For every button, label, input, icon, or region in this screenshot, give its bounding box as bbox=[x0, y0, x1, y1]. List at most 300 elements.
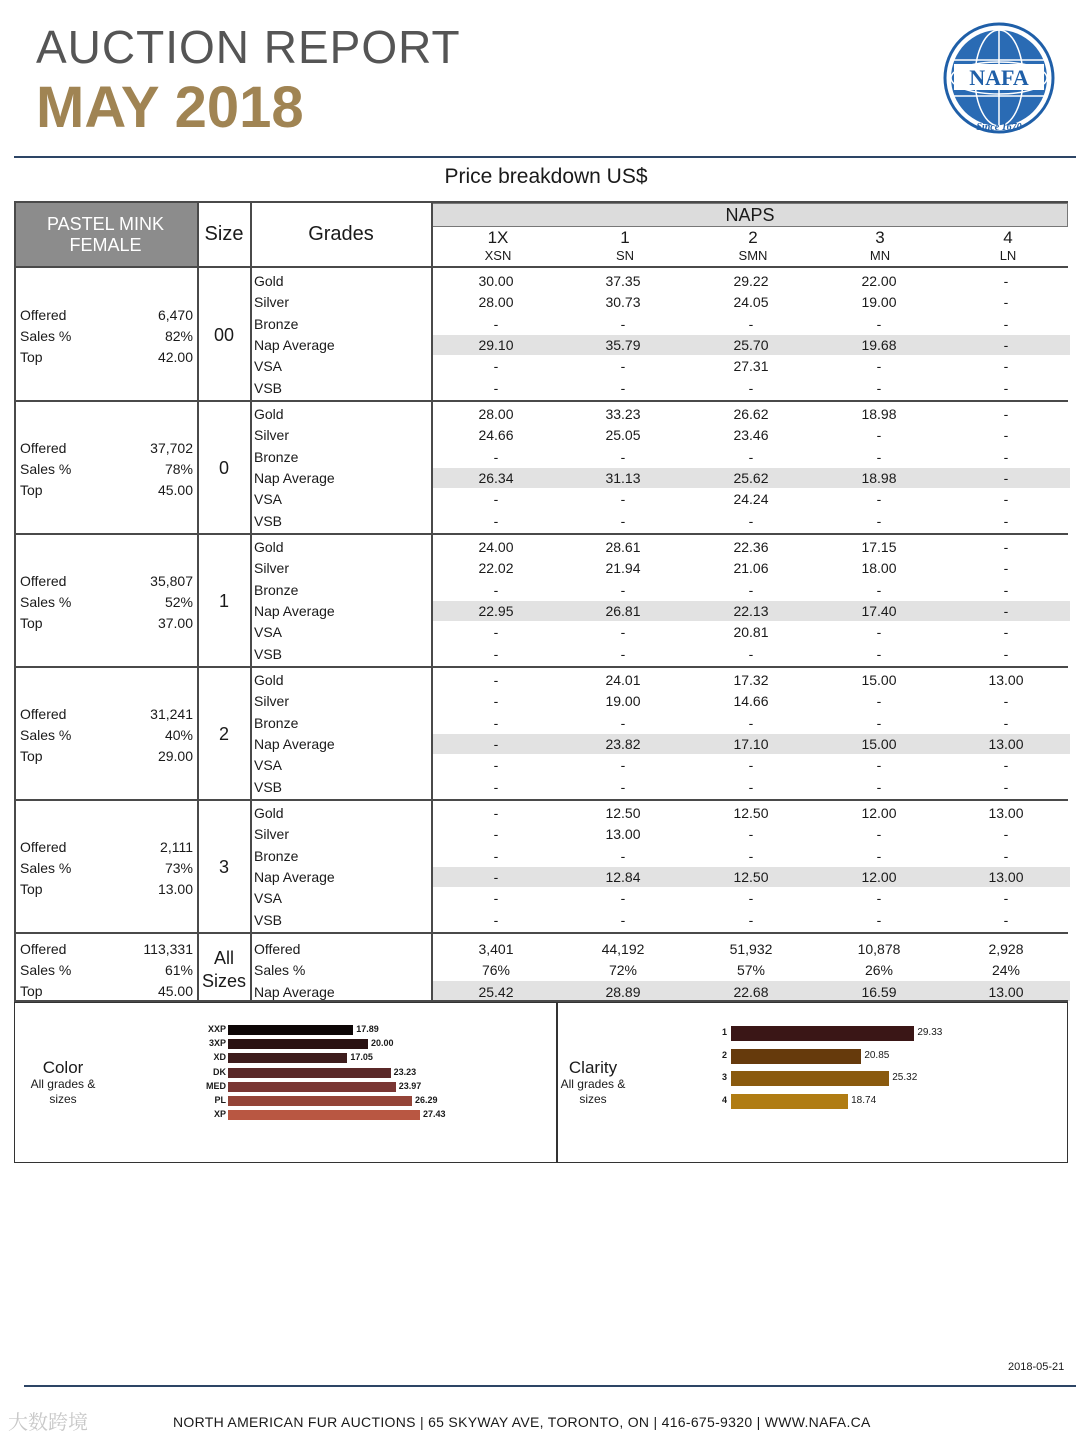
price-cell: - bbox=[1003, 358, 1009, 375]
price-cell: - bbox=[748, 448, 754, 465]
summary-cell: 13.00 bbox=[988, 983, 1024, 1000]
price-cell: 26.81 bbox=[605, 602, 641, 619]
table-subtitle: Price breakdown US$ bbox=[444, 165, 648, 188]
grade-label: VSB bbox=[254, 911, 283, 928]
price-cell: - bbox=[1003, 512, 1009, 529]
price-cell: 26.62 bbox=[733, 406, 769, 422]
bar-category-label: XD bbox=[213, 1052, 226, 1063]
report-title: AUCTION REPORT bbox=[36, 21, 461, 73]
price-cell: - bbox=[876, 379, 882, 396]
grade-label: Silver bbox=[254, 560, 290, 577]
summary-cell: 22.68 bbox=[733, 983, 769, 1000]
price-cell: - bbox=[1003, 714, 1009, 731]
bar-mark bbox=[228, 1082, 396, 1092]
size-column-rule bbox=[197, 202, 199, 1001]
clarity-chart-subtitle: All grades & sizes bbox=[560, 1077, 626, 1106]
price-cell: 24.00 bbox=[478, 539, 514, 555]
price-cell: 22.95 bbox=[478, 602, 514, 619]
bar-value-label: 17.05 bbox=[350, 1052, 373, 1063]
price-cell: 17.10 bbox=[733, 735, 769, 752]
price-cell: - bbox=[1003, 315, 1009, 332]
price-cell: 30.00 bbox=[478, 273, 514, 289]
bar-category-label: 2 bbox=[721, 1049, 727, 1060]
price-cell: - bbox=[493, 672, 499, 688]
offered-value: 2,111 bbox=[160, 838, 193, 855]
price-cell: 13.00 bbox=[988, 868, 1024, 885]
grade-label: VSB bbox=[254, 512, 283, 529]
bar-value-label: 23.23 bbox=[393, 1066, 417, 1077]
grade-label: Gold bbox=[254, 273, 284, 289]
price-cell: - bbox=[1003, 890, 1009, 907]
price-cell: 14.66 bbox=[733, 693, 769, 710]
summary-cell: 16.59 bbox=[861, 983, 897, 1000]
offered-label: Offered bbox=[20, 941, 67, 957]
bar-value-label: 20.85 bbox=[864, 1049, 890, 1061]
grade-label: Nap Average bbox=[254, 336, 335, 353]
price-cell: 12.50 bbox=[605, 805, 641, 821]
top-label: Top bbox=[20, 880, 43, 897]
price-cell: - bbox=[1003, 847, 1009, 864]
column-header: 3 MN bbox=[869, 228, 891, 263]
price-cell: 25.62 bbox=[733, 469, 769, 486]
table-border-left bbox=[14, 202, 16, 1001]
bar-category-label: PL bbox=[214, 1095, 226, 1105]
price-cell: 19.00 bbox=[861, 294, 897, 311]
sales-value: 78% bbox=[164, 460, 193, 477]
grade-label: Nap Average bbox=[254, 868, 335, 885]
sales-value: 40% bbox=[164, 726, 193, 743]
price-cell: - bbox=[748, 911, 754, 928]
price-cell: 21.94 bbox=[605, 560, 641, 577]
price-cell: - bbox=[876, 581, 882, 598]
price-cell: - bbox=[1003, 273, 1009, 289]
grades-column-rule bbox=[250, 202, 252, 1001]
price-cell: - bbox=[493, 512, 499, 529]
price-cell: - bbox=[876, 890, 882, 907]
summary-cell: 72% bbox=[608, 962, 638, 979]
price-cell: 24.24 bbox=[733, 491, 769, 508]
price-cell: - bbox=[1003, 539, 1009, 555]
price-cell: - bbox=[620, 491, 626, 508]
price-cell: 12.84 bbox=[605, 868, 641, 885]
report-month: MAY 2018 bbox=[36, 75, 304, 140]
price-cell: 25.70 bbox=[733, 336, 769, 353]
price-cell: - bbox=[1003, 645, 1009, 662]
price-cell: - bbox=[748, 581, 754, 598]
price-cell: 28.00 bbox=[478, 294, 514, 311]
price-cell: 30.73 bbox=[605, 294, 641, 311]
summary-cell: 26% bbox=[864, 962, 894, 979]
grade-label: Bronze bbox=[254, 847, 299, 864]
grade-label: Gold bbox=[254, 406, 284, 422]
bar-mark bbox=[731, 1071, 889, 1086]
summary-cell: 44,192 bbox=[601, 941, 645, 957]
price-cell: - bbox=[620, 757, 626, 774]
offered-label: Offered bbox=[20, 572, 67, 589]
report-date: 2018-05-21 bbox=[1008, 1361, 1065, 1373]
price-cell: - bbox=[876, 512, 882, 529]
price-cell: - bbox=[620, 379, 626, 396]
all-sizes-line1: All bbox=[213, 948, 234, 968]
sales-value: 73% bbox=[164, 859, 193, 876]
price-cell: 12.50 bbox=[733, 805, 769, 821]
grade-label: VSA bbox=[254, 491, 283, 508]
price-cell: 29.22 bbox=[733, 273, 769, 289]
grade-label: Gold bbox=[254, 672, 284, 688]
grade-label: Gold bbox=[254, 539, 284, 555]
price-cell: - bbox=[493, 847, 499, 864]
price-cell: 20.81 bbox=[733, 624, 769, 641]
price-cell: - bbox=[876, 826, 882, 843]
logo-since: Since 1670 bbox=[976, 122, 1022, 133]
bar-value-label: 27.43 bbox=[423, 1109, 446, 1120]
group-rule bbox=[14, 932, 1068, 934]
naps-header: NAPS bbox=[432, 203, 1068, 227]
price-cell: - bbox=[493, 379, 499, 396]
bar-mark bbox=[731, 1026, 914, 1041]
size-header: Size bbox=[204, 223, 244, 245]
price-cell: - bbox=[876, 847, 882, 864]
price-cell: 12.00 bbox=[861, 805, 897, 821]
price-cell: - bbox=[620, 624, 626, 641]
price-cell: 13.00 bbox=[605, 826, 641, 843]
grade-label: VSA bbox=[254, 624, 283, 641]
price-cell: - bbox=[620, 847, 626, 864]
price-cell: 13.00 bbox=[988, 672, 1024, 688]
price-cell: 24.01 bbox=[605, 672, 641, 688]
price-cell: - bbox=[493, 911, 499, 928]
summary-cell: 2,928 bbox=[988, 941, 1024, 957]
offered-label: Offered bbox=[20, 705, 67, 722]
grade-label: Nap Average bbox=[254, 602, 335, 619]
price-cell: - bbox=[876, 911, 882, 928]
offered-value: 31,241 bbox=[150, 705, 193, 722]
price-cell: 12.50 bbox=[733, 868, 769, 885]
size-value: 1 bbox=[218, 590, 229, 611]
price-cell: - bbox=[748, 645, 754, 662]
price-cell: - bbox=[1003, 469, 1009, 486]
top-value: 37.00 bbox=[157, 614, 193, 631]
group-rule bbox=[14, 666, 1068, 668]
price-cell: 25.05 bbox=[605, 427, 641, 444]
price-cell: - bbox=[620, 911, 626, 928]
watermark: 大数跨境 bbox=[8, 1412, 88, 1434]
bar-value-label: 25.32 bbox=[892, 1072, 918, 1083]
size-value: 0 bbox=[218, 457, 229, 478]
price-cell: - bbox=[493, 778, 499, 795]
sales-value: 82% bbox=[164, 327, 193, 344]
group-rule bbox=[14, 533, 1068, 535]
grade-label: VSB bbox=[254, 379, 283, 396]
offered-value: 113,331 bbox=[143, 941, 193, 957]
price-cell: - bbox=[748, 512, 754, 529]
grade-label: Silver bbox=[254, 427, 290, 444]
price-cell: - bbox=[1003, 693, 1009, 710]
price-cell: 27.31 bbox=[733, 358, 769, 375]
price-cell: 17.40 bbox=[861, 602, 897, 619]
offered-value: 35,807 bbox=[150, 572, 193, 589]
price-cell: - bbox=[493, 693, 499, 710]
price-cell: 22.36 bbox=[733, 539, 769, 555]
price-cell: - bbox=[1003, 911, 1009, 928]
sales-label: Sales % bbox=[20, 460, 72, 477]
grade-label: Silver bbox=[254, 693, 290, 710]
price-cell: - bbox=[620, 581, 626, 598]
summary-cell: 3,401 bbox=[478, 941, 514, 957]
price-cell: 13.00 bbox=[988, 735, 1024, 752]
price-cell: - bbox=[876, 645, 882, 662]
section-title: PASTEL MINK FEMALE bbox=[14, 202, 197, 267]
price-cell: - bbox=[493, 358, 499, 375]
grade-label: Nap Average bbox=[254, 735, 335, 752]
price-cell: - bbox=[493, 581, 499, 598]
group-rule bbox=[14, 799, 1068, 801]
bar-category-label: XXP bbox=[207, 1024, 226, 1034]
bar-category-label: DK bbox=[213, 1066, 226, 1077]
table-border-top bbox=[14, 201, 1068, 203]
price-cell: 15.00 bbox=[861, 672, 897, 688]
price-cell: - bbox=[620, 714, 626, 731]
price-cell: 19.00 bbox=[605, 693, 641, 710]
price-cell: - bbox=[1003, 336, 1009, 353]
price-cell: 17.15 bbox=[861, 539, 897, 555]
top-label: Top bbox=[20, 983, 43, 999]
all-sizes-label bbox=[198, 947, 250, 993]
grade-label: Sales % bbox=[254, 962, 306, 979]
top-value: 42.00 bbox=[157, 348, 193, 365]
price-cell: 31.13 bbox=[605, 469, 641, 486]
price-cell: 29.10 bbox=[478, 336, 514, 353]
price-cell: 24.05 bbox=[733, 294, 769, 311]
price-cell: - bbox=[1003, 448, 1009, 465]
grade-label: VSA bbox=[254, 890, 283, 907]
offered-value: 6,470 bbox=[157, 306, 193, 323]
offered-value: 37,702 bbox=[150, 439, 193, 456]
summary-cell: 51,932 bbox=[729, 941, 773, 957]
price-cell: - bbox=[493, 735, 499, 752]
bar-value-label: 20.00 bbox=[371, 1038, 394, 1049]
bar-mark bbox=[228, 1096, 412, 1106]
price-cell: - bbox=[1003, 560, 1009, 577]
logo-text: NAFA bbox=[969, 65, 1029, 90]
summary-cell: 10,878 bbox=[857, 941, 901, 957]
column-header: 1X XSN bbox=[484, 228, 512, 263]
bar-mark bbox=[228, 1039, 368, 1049]
grade-label: VSA bbox=[254, 358, 283, 375]
footer-address: NORTH AMERICAN FUR AUCTIONS | 65 SKYWAY AVE, TORONTO, ON | 416-675-9320 | WWW.NAFA.CA bbox=[173, 1414, 871, 1430]
bar-mark bbox=[228, 1025, 353, 1035]
price-cell: - bbox=[876, 624, 882, 641]
price-cell: 23.46 bbox=[733, 427, 769, 444]
sales-value: 52% bbox=[164, 593, 193, 610]
color-chart-title: Color bbox=[42, 1058, 84, 1077]
price-cell: - bbox=[748, 714, 754, 731]
footer-divider bbox=[24, 1385, 1076, 1387]
price-cell: 21.06 bbox=[733, 560, 769, 577]
bar-mark bbox=[731, 1049, 861, 1064]
price-cell: 19.68 bbox=[861, 336, 897, 353]
bar-mark bbox=[228, 1053, 347, 1063]
price-cell: 26.34 bbox=[478, 469, 514, 486]
summary-cell: 76% bbox=[481, 962, 511, 979]
price-cell: - bbox=[620, 448, 626, 465]
price-cell: 18.98 bbox=[861, 406, 897, 422]
grade-label: Bronze bbox=[254, 581, 299, 598]
all-sizes-line2: Sizes bbox=[201, 971, 246, 991]
price-cell: - bbox=[620, 315, 626, 332]
price-cell: - bbox=[493, 491, 499, 508]
price-cell: 17.32 bbox=[733, 672, 769, 688]
bar-category-label: 3 bbox=[721, 1072, 727, 1082]
price-cell: - bbox=[876, 358, 882, 375]
price-cell: - bbox=[1003, 624, 1009, 641]
size-value: 3 bbox=[218, 856, 229, 877]
price-cell: 24.66 bbox=[478, 427, 514, 444]
grade-label: VSB bbox=[254, 645, 283, 662]
grade-label: VSB bbox=[254, 778, 283, 795]
naps-column-rule bbox=[431, 202, 433, 1001]
price-cell: - bbox=[876, 778, 882, 795]
price-cell: - bbox=[876, 491, 882, 508]
top-label: Top bbox=[20, 747, 43, 764]
price-cell: - bbox=[876, 315, 882, 332]
price-cell: - bbox=[748, 826, 754, 843]
price-cell: - bbox=[1003, 491, 1009, 508]
price-cell: - bbox=[493, 826, 499, 843]
summary-cell: 57% bbox=[736, 962, 766, 979]
price-cell: 18.98 bbox=[861, 469, 897, 486]
grade-label: Silver bbox=[254, 826, 290, 843]
price-cell: 37.35 bbox=[605, 273, 641, 289]
grade-label: Gold bbox=[254, 805, 284, 821]
price-cell: 28.00 bbox=[478, 406, 514, 422]
sales-label: Sales % bbox=[20, 859, 72, 876]
bar-category-label: 4 bbox=[721, 1094, 727, 1105]
column-header: 1 SN bbox=[615, 228, 635, 263]
bar-category-label: MED bbox=[206, 1080, 226, 1091]
sales-label: Sales % bbox=[20, 593, 72, 610]
price-cell: - bbox=[748, 847, 754, 864]
sales-label: Sales % bbox=[20, 726, 72, 743]
top-value: 45.00 bbox=[157, 481, 193, 498]
price-cell: - bbox=[493, 868, 499, 885]
summary-cell: 28.89 bbox=[605, 983, 641, 1000]
summary-cell: 24% bbox=[991, 962, 1021, 979]
offered-label: Offered bbox=[20, 838, 67, 855]
price-cell: - bbox=[620, 645, 626, 662]
grade-label: Nap Average bbox=[254, 983, 335, 1000]
grade-label: Silver bbox=[254, 294, 290, 311]
sales-label: Sales % bbox=[20, 327, 72, 344]
price-cell: - bbox=[748, 890, 754, 907]
bar-value-label: 26.29 bbox=[415, 1095, 438, 1105]
price-cell: 23.82 bbox=[605, 735, 641, 752]
price-cell: - bbox=[620, 512, 626, 529]
price-cell: - bbox=[493, 624, 499, 641]
price-cell: - bbox=[620, 778, 626, 795]
price-cell: - bbox=[1003, 778, 1009, 795]
top-value: 13.00 bbox=[157, 880, 193, 897]
top-label: Top bbox=[20, 614, 43, 631]
top-value: 45.00 bbox=[157, 983, 193, 999]
price-cell: - bbox=[876, 448, 882, 465]
size-value: 2 bbox=[218, 723, 229, 744]
bar-mark bbox=[228, 1068, 391, 1078]
price-cell: - bbox=[876, 427, 882, 444]
top-value: 29.00 bbox=[157, 747, 193, 764]
price-cell: - bbox=[1003, 427, 1009, 444]
price-cell: - bbox=[493, 645, 499, 662]
price-cell: - bbox=[748, 757, 754, 774]
price-cell: - bbox=[748, 379, 754, 396]
bar-mark bbox=[228, 1110, 420, 1120]
price-cell: - bbox=[493, 315, 499, 332]
size-value: 00 bbox=[213, 324, 235, 345]
price-cell: 12.00 bbox=[861, 868, 897, 885]
sales-label: Sales % bbox=[20, 962, 72, 978]
price-cell: - bbox=[1003, 406, 1009, 422]
price-cell: - bbox=[1003, 294, 1009, 311]
bar-category-label: 1 bbox=[721, 1027, 727, 1037]
price-cell: 22.13 bbox=[733, 602, 769, 619]
group-rule bbox=[14, 400, 1068, 402]
bar-category-label: XP bbox=[213, 1109, 226, 1120]
price-cell: - bbox=[748, 778, 754, 795]
column-header: 4 LN bbox=[999, 228, 1017, 263]
price-cell: - bbox=[620, 890, 626, 907]
top-label: Top bbox=[20, 481, 43, 498]
price-cell: - bbox=[493, 448, 499, 465]
header-rule bbox=[14, 266, 1068, 268]
price-cell: - bbox=[493, 757, 499, 774]
bar-value-label: 29.33 bbox=[917, 1027, 943, 1038]
price-cell: - bbox=[1003, 826, 1009, 843]
price-cell: - bbox=[1003, 757, 1009, 774]
clarity-chart-title: Clarity bbox=[568, 1058, 618, 1077]
price-cell: - bbox=[748, 315, 754, 332]
summary-cell: 25.42 bbox=[478, 983, 514, 1000]
bar-value-label: 23.97 bbox=[398, 1080, 422, 1091]
grade-label: Offered bbox=[254, 941, 301, 957]
price-cell: - bbox=[876, 757, 882, 774]
price-cell: 13.00 bbox=[988, 805, 1024, 821]
price-cell: 33.23 bbox=[605, 406, 641, 422]
column-header: 2 SMN bbox=[738, 228, 768, 263]
price-cell: 18.00 bbox=[861, 560, 897, 577]
grades-header: Grades bbox=[308, 223, 374, 245]
price-cell: - bbox=[620, 358, 626, 375]
header-divider bbox=[14, 156, 1076, 158]
offered-label: Offered bbox=[20, 306, 67, 323]
price-cell: 35.79 bbox=[605, 336, 641, 353]
price-cell: - bbox=[493, 805, 499, 821]
grade-label: Nap Average bbox=[254, 469, 335, 486]
bar-mark bbox=[731, 1094, 848, 1109]
price-cell: - bbox=[1003, 379, 1009, 396]
price-cell: - bbox=[876, 693, 882, 710]
nafa-logo bbox=[940, 20, 1058, 138]
top-label: Top bbox=[20, 348, 43, 365]
bar-value-label: 17.89 bbox=[356, 1024, 379, 1034]
grade-label: Bronze bbox=[254, 714, 299, 731]
price-cell: - bbox=[493, 890, 499, 907]
price-cell: - bbox=[1003, 581, 1009, 598]
grade-label: VSA bbox=[254, 757, 283, 774]
bar-value-label: 18.74 bbox=[851, 1094, 877, 1106]
price-cell: 15.00 bbox=[861, 735, 897, 752]
price-cell: - bbox=[876, 714, 882, 731]
bar-category-label: 3XP bbox=[208, 1038, 226, 1049]
